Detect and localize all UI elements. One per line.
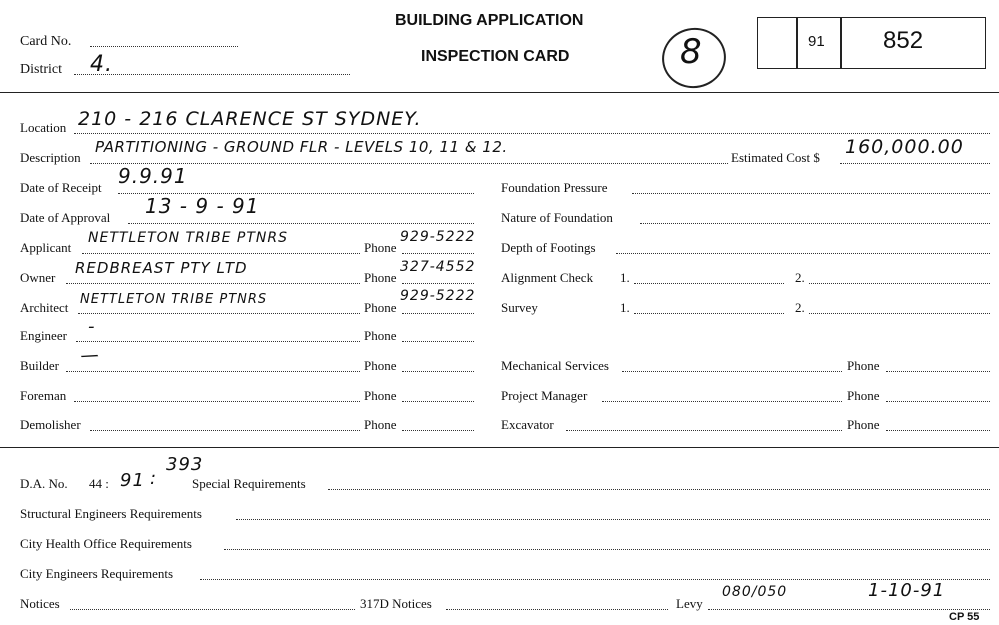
project-manager-label: Project Manager (501, 388, 588, 403)
header-divider (0, 92, 999, 93)
engineer-label: Engineer (20, 328, 67, 343)
depth-footings-label: Depth of Footings (501, 240, 596, 255)
owner-line (66, 283, 360, 284)
form-title-line2: INSPECTION CARD (421, 48, 570, 65)
demolisher-label: Demolisher (20, 417, 81, 432)
da-separator: : (150, 468, 158, 489)
nature-foundation-line (640, 223, 990, 224)
card-number-box-empty (757, 17, 798, 69)
location-line (74, 133, 990, 134)
applicant-line (82, 253, 360, 254)
levy-date: 1-10-91 (868, 580, 946, 601)
estimated-cost-line (840, 163, 990, 164)
builder-phone-label: Phone (364, 358, 397, 373)
excavator-line (566, 430, 842, 431)
levy-value: 080/050 (722, 584, 788, 600)
circled-number: 8 (680, 32, 703, 72)
alignment-line1 (634, 283, 784, 284)
location-value: 210 - 216 CLARENCE ST SYDNEY. (78, 108, 422, 130)
engineer-line (76, 341, 360, 342)
excavator-label: Excavator (501, 417, 554, 432)
foreman-label: Foreman (20, 388, 67, 403)
mechanical-line (622, 371, 842, 372)
health-req-line (224, 549, 990, 550)
survey-line1 (634, 313, 784, 314)
applicant-phone-value: 929-5222 (400, 229, 476, 245)
special-req-label: Special Requirements (192, 476, 306, 491)
description-label: Description (20, 150, 81, 165)
foreman-line (74, 401, 360, 402)
engineer-value: - (88, 316, 96, 337)
section-divider (0, 447, 999, 448)
builder-value: / (78, 348, 101, 365)
date-receipt-value: 9.9.91 (118, 164, 188, 188)
alignment-num1: 1. (620, 270, 630, 285)
notices-317d-line (446, 609, 668, 610)
builder-label: Builder (20, 358, 59, 373)
card-year-code: 91 (808, 33, 825, 50)
special-req-line (328, 489, 990, 490)
foundation-pressure-line (632, 193, 990, 194)
architect-phone-value: 929-5222 (400, 288, 476, 304)
notices-label: Notices (20, 596, 60, 611)
form-code: CP 55 (949, 611, 980, 623)
demolisher-phone-label: Phone (364, 417, 397, 432)
foundation-pressure-label: Foundation Pressure (501, 180, 608, 195)
notices-line (70, 609, 355, 610)
architect-label: Architect (20, 300, 69, 315)
demolisher-phone-line (402, 430, 474, 431)
project-manager-phone-label: Phone (847, 388, 880, 403)
survey-num1: 1. (620, 300, 630, 315)
city-eng-req-label: City Engineers Requirements (20, 566, 174, 581)
architect-value: NETTLETON TRIBE PTNRS (80, 292, 268, 307)
engineer-phone-label: Phone (364, 328, 397, 343)
levy-label: Levy (676, 596, 703, 611)
applicant-phone-label: Phone (364, 240, 397, 255)
engineer-phone-line (402, 341, 474, 342)
alignment-num2: 2. (795, 270, 805, 285)
district-line (74, 74, 350, 75)
applicant-label: Applicant (20, 240, 72, 255)
da-label: D.A. No. (20, 476, 68, 491)
owner-phone-line (402, 283, 474, 284)
description-value: PARTITIONING - GROUND FLR - LEVELS 10, 11 & 12. (95, 138, 508, 156)
alignment-check-label: Alignment Check (501, 270, 594, 285)
alignment-line2 (809, 283, 990, 284)
structural-req-line (236, 519, 990, 520)
levy-line (708, 609, 990, 610)
card-number: 852 (883, 27, 924, 54)
structural-req-label: Structural Engineers Requirements (20, 506, 202, 521)
architect-phone-label: Phone (364, 300, 397, 315)
architect-line (78, 313, 360, 314)
health-req-label: City Health Office Requirements (20, 536, 192, 551)
estimated-cost-value: 160,000.00 (845, 136, 964, 158)
owner-phone-label: Phone (364, 270, 397, 285)
applicant-phone-line (402, 253, 474, 254)
notices-317d-label: 317D Notices (360, 596, 432, 611)
mechanical-label: Mechanical Services (501, 358, 609, 373)
da-value1: 91 (120, 470, 145, 491)
foreman-phone-line (402, 401, 474, 402)
project-manager-phone-line (886, 401, 990, 402)
date-receipt-label: Date of Receipt (20, 180, 102, 195)
da-value2: 393 (166, 454, 204, 475)
project-manager-line (602, 401, 842, 402)
architect-phone-line (402, 313, 474, 314)
date-approval-label: Date of Approval (20, 210, 111, 225)
location-label: Location (20, 120, 67, 135)
applicant-value: NETTLETON TRIBE PTNRS (88, 230, 288, 246)
form-title-line1: BUILDING APPLICATION (395, 12, 584, 29)
estimated-cost-label: Estimated Cost $ (731, 150, 820, 165)
card-no-label: Card No. (20, 34, 72, 49)
depth-footings-line (616, 253, 990, 254)
owner-value: REDBREAST PTY LTD (75, 259, 248, 277)
mechanical-phone-label: Phone (847, 358, 880, 373)
builder-phone-line (402, 371, 474, 372)
nature-foundation-label: Nature of Foundation (501, 210, 613, 225)
survey-line2 (809, 313, 990, 314)
district-value: 4. (90, 52, 113, 77)
survey-num2: 2. (795, 300, 805, 315)
foreman-phone-label: Phone (364, 388, 397, 403)
date-approval-value: 13 - 9 - 91 (145, 194, 260, 218)
district-label: District (20, 62, 62, 77)
da-prefix: 44 : (89, 476, 109, 491)
survey-label: Survey (501, 300, 538, 315)
excavator-phone-line (886, 430, 990, 431)
card-no-line (90, 46, 238, 47)
excavator-phone-label: Phone (847, 417, 880, 432)
owner-phone-value: 327-4552 (400, 259, 476, 275)
demolisher-line (90, 430, 360, 431)
mechanical-phone-line (886, 371, 990, 372)
date-approval-line (128, 223, 474, 224)
builder-line (66, 371, 360, 372)
owner-label: Owner (20, 270, 56, 285)
